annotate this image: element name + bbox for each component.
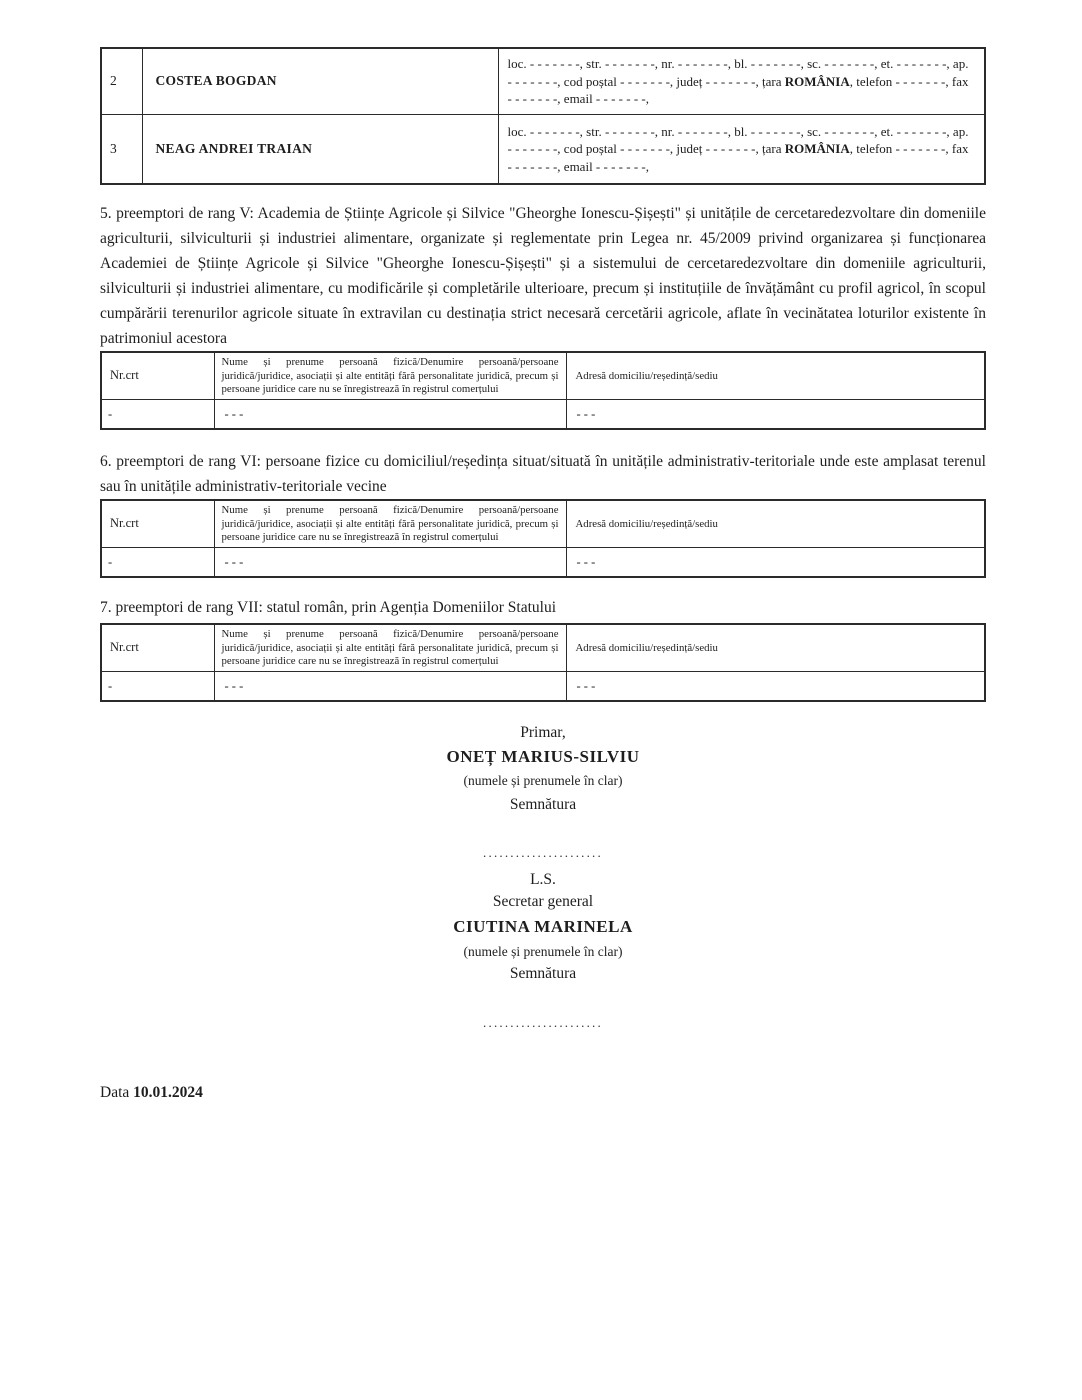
party-number-cell: 2 xyxy=(101,48,142,114)
mayor-name: ONEȚ MARIUS-SILVIU xyxy=(446,747,640,766)
address-empty-cell: - - - xyxy=(566,547,985,577)
signature-dots: ...................... xyxy=(483,845,603,860)
preemptor-header-row xyxy=(101,352,985,399)
party-address-cell xyxy=(498,48,985,114)
rank-v-preemptors-table xyxy=(100,351,986,430)
party-row xyxy=(101,114,985,184)
preemptor-header-row xyxy=(101,500,985,547)
rank-vii-preemptors-table xyxy=(100,623,986,702)
signature-dots: ...................... xyxy=(483,1015,603,1030)
nr-crt-empty-cell: - xyxy=(101,547,214,577)
party-number-cell: 3 xyxy=(101,114,142,184)
name-empty-cell: - - - xyxy=(214,671,566,701)
nr-crt-header-cell: Nr.crt xyxy=(101,352,214,399)
ls-label: L.S. xyxy=(530,871,556,888)
country-name: ROMÂNIA xyxy=(784,141,850,156)
address-header-cell: Adresă domiciliu/reședință/sediu xyxy=(566,500,985,547)
address-text: loc. - - - - - - -, str. - - - - - - -, nr. - - - - - - -, bl. - - - - - - -, sc. - - - - - - -, et. - - - - - - -, ap. - - - - - - -, cod poștal - - - - - - -, județ - - - - - - -, țara xyxy=(507,123,969,156)
address-text: loc. - - - - - - -, str. - - - - - - -, nr. - - - - - - -, bl. - - - - - - -, sc. - - - - - - -, et. - - - - - - -, ap. - - - - - - -, cod poștal - - - - - - -, județ - - - - - - -, țara xyxy=(507,56,969,89)
name-in-clear-note: (numele și prenumele în clar) xyxy=(463,944,623,959)
preemptor-empty-row xyxy=(101,547,985,577)
nr-crt-header-cell: Nr.crt xyxy=(101,624,214,671)
parties-table xyxy=(100,47,986,185)
mayor-title: Primar, xyxy=(520,724,566,741)
name-in-clear-note: (numele și prenumele în clar) xyxy=(463,773,623,788)
address-empty-cell: - - - xyxy=(566,399,985,429)
party-name-cell: NEAG ANDREI TRAIAN xyxy=(142,114,498,184)
name-empty-cell: - - - xyxy=(214,547,566,577)
secretary-name: CIUTINA MARINELA xyxy=(453,917,633,936)
signature-label: Semnătura xyxy=(509,796,577,813)
rank-vii-paragraph: 7. preemptori de rang VII: statul român, prin Agenția Domeniilor Statului xyxy=(100,599,557,616)
address-text-tail: , telefon - - - - - - -, fax - - - - - - -, email - - - - - - -, xyxy=(507,141,969,174)
address-header-cell: Adresă domiciliu/reședință/sediu xyxy=(566,624,985,671)
nr-crt-empty-cell: - xyxy=(101,671,214,701)
party-name-cell: COSTEA BOGDAN xyxy=(142,48,498,114)
rank-v-paragraph: 5. preemptori de rang V: Academia de Științe Agricole și Silvice "Gheorghe Ionescu-Șișești" și unitățile de cercetaredezvoltare din domeniile agriculturii, silviculturii și industriei alimentare, organizate și reglementate prin Legea nr. 45/2009 privind organizarea și funcționarea Academiei de Științe Agricole și Silvice "Gheorghe Ionescu-Șișești" și a sistemului de cercetaredezvoltare din domeniile agriculturii, silviculturii și industriei alimentare, cu modificările și completările ulterioare, precum și instituțiile de învățământ cu profil agricol, în scopul cumpărării terenurilor agricole situate în extravilan cu destinația strict necesară cercetării agricole, aflate în vecinătatea loturilor existente în patrimoniul acestora xyxy=(100,205,986,347)
name-header-cell: Nume și prenume persoană fizică/Denumire persoană/persoane juridică/juridice, asociații și alte entități fără personalitate juridică, precum și persoane juridice care nu se înregistrează în registrul comerțului xyxy=(214,624,566,671)
rank-vi-preemptors-table xyxy=(100,499,986,578)
preemptor-header-row xyxy=(101,624,985,671)
signature-label: Semnătura xyxy=(509,965,577,982)
date-label: Data xyxy=(100,1084,130,1101)
party-row xyxy=(101,48,985,114)
country-name: ROMÂNIA xyxy=(784,73,850,89)
name-header-cell: Nume și prenume persoană fizică/Denumire persoană/persoane juridică/juridice, asociații și alte entități fără personalitate juridică, precum și persoane juridice care nu se înregistrează în registrul comerțului xyxy=(214,352,566,399)
date-value: 10.01.2024 xyxy=(133,1084,203,1101)
party-address-cell xyxy=(498,114,985,184)
date-line xyxy=(100,1083,203,1103)
preemptor-empty-row xyxy=(101,671,985,701)
rank-vi-paragraph: 6. preemptori de rang VI: persoane fizice cu domiciliul/reședința situat/situată în unitățile administrativ-teritoriale unde este amplasat terenul sau în unitățile administrativ-teritoriale vecine xyxy=(100,453,986,495)
secretary-title: Secretar general xyxy=(492,893,594,910)
nr-crt-header-cell: Nr.crt xyxy=(101,500,214,547)
address-text-tail: , telefon - - - - - - -, fax - - - - - - -, email - - - - - - -, xyxy=(507,73,969,106)
name-header-cell: Nume și prenume persoană fizică/Denumire persoană/persoane juridică/juridice, asociații și alte entități fără personalitate juridică, precum și persoane juridice care nu se înregistrează în registrul comerțului xyxy=(214,500,566,547)
address-empty-cell: - - - xyxy=(566,671,985,701)
name-empty-cell: - - - xyxy=(214,399,566,429)
address-header-cell: Adresă domiciliu/reședință/sediu xyxy=(566,352,985,399)
preemptor-empty-row xyxy=(101,399,985,429)
nr-crt-empty-cell: - xyxy=(101,399,214,429)
